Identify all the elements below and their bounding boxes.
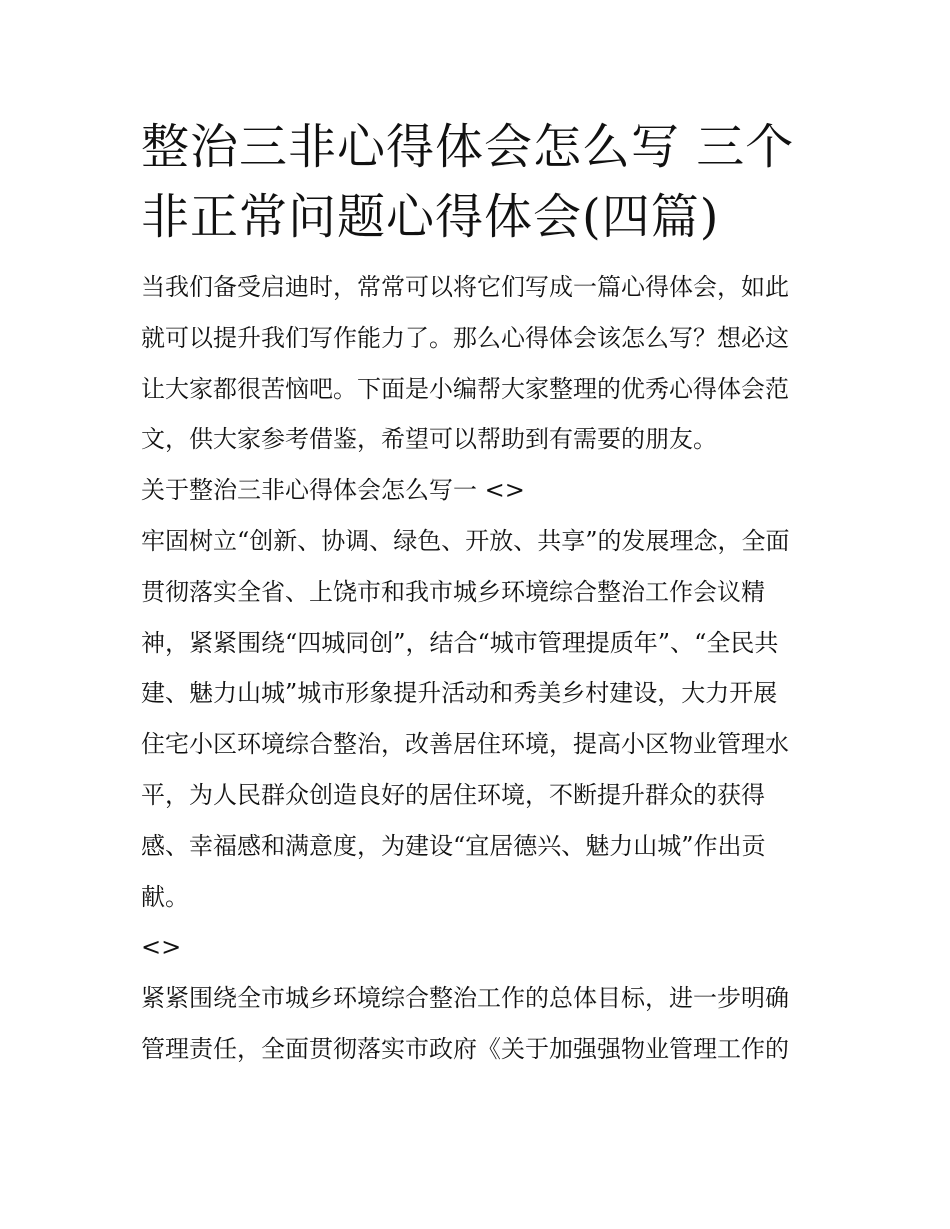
document-body	[141, 262, 821, 1075]
intro-line-3: 让大家都很苦恼吧。下面是小编帮大家整理的优秀心得体会范	[141, 374, 789, 403]
section-heading-1: 关于整治三非心得体会怎么写一 <>	[141, 476, 525, 505]
body-line-3: 神，紧紧围绕“四城同创”，结合“城市管理提质年”、“全民共	[141, 628, 779, 657]
body-line-4: 建、魅力山城”城市形象提升活动和秀美乡村建设，大力开展	[141, 679, 778, 708]
intro-line-4: 文，供大家参考借鉴，希望可以帮助到有需要的朋友。	[141, 425, 717, 454]
body-line-2: 贯彻落实全省、上饶市和我市城乡环境综合整治工作会议精	[141, 577, 765, 606]
body-line-9: 紧紧围绕全市城乡环境综合整治工作的总体目标，进一步明确	[141, 984, 789, 1013]
title-line-2: 非正常问题心得体会(四篇)	[141, 189, 720, 245]
intro-line-1: 当我们备受启迪时，常常可以将它们写成一篇心得体会，如此	[141, 273, 789, 301]
placeholder-marker: <>	[141, 933, 182, 962]
body-line-7: 感、幸福感和满意度，为建设“宜居德兴、魅力山城”作出贡	[141, 831, 766, 860]
document-page	[141, 112, 821, 1075]
intro-line-2: 就可以提升我们写作能力了。那么心得体会该怎么写？想必这	[141, 323, 789, 352]
body-line-6: 平，为人民群众创造良好的居住环境，不断提升群众的获得	[141, 780, 765, 809]
body-line-8: 献。	[141, 882, 189, 911]
document-title	[141, 112, 821, 252]
body-line-5: 住宅小区环境综合整治，改善居住环境，提高小区物业管理水	[141, 730, 789, 759]
title-line-1: 整治三非心得体会怎么写 三个	[141, 119, 795, 175]
body-line-1: 牢固树立“创新、协调、绿色、开放、共享”的发展理念，全面	[141, 526, 790, 555]
body-line-10: 管理责任，全面贯彻落实市政府《关于加强强物业管理工作的	[141, 1034, 789, 1063]
